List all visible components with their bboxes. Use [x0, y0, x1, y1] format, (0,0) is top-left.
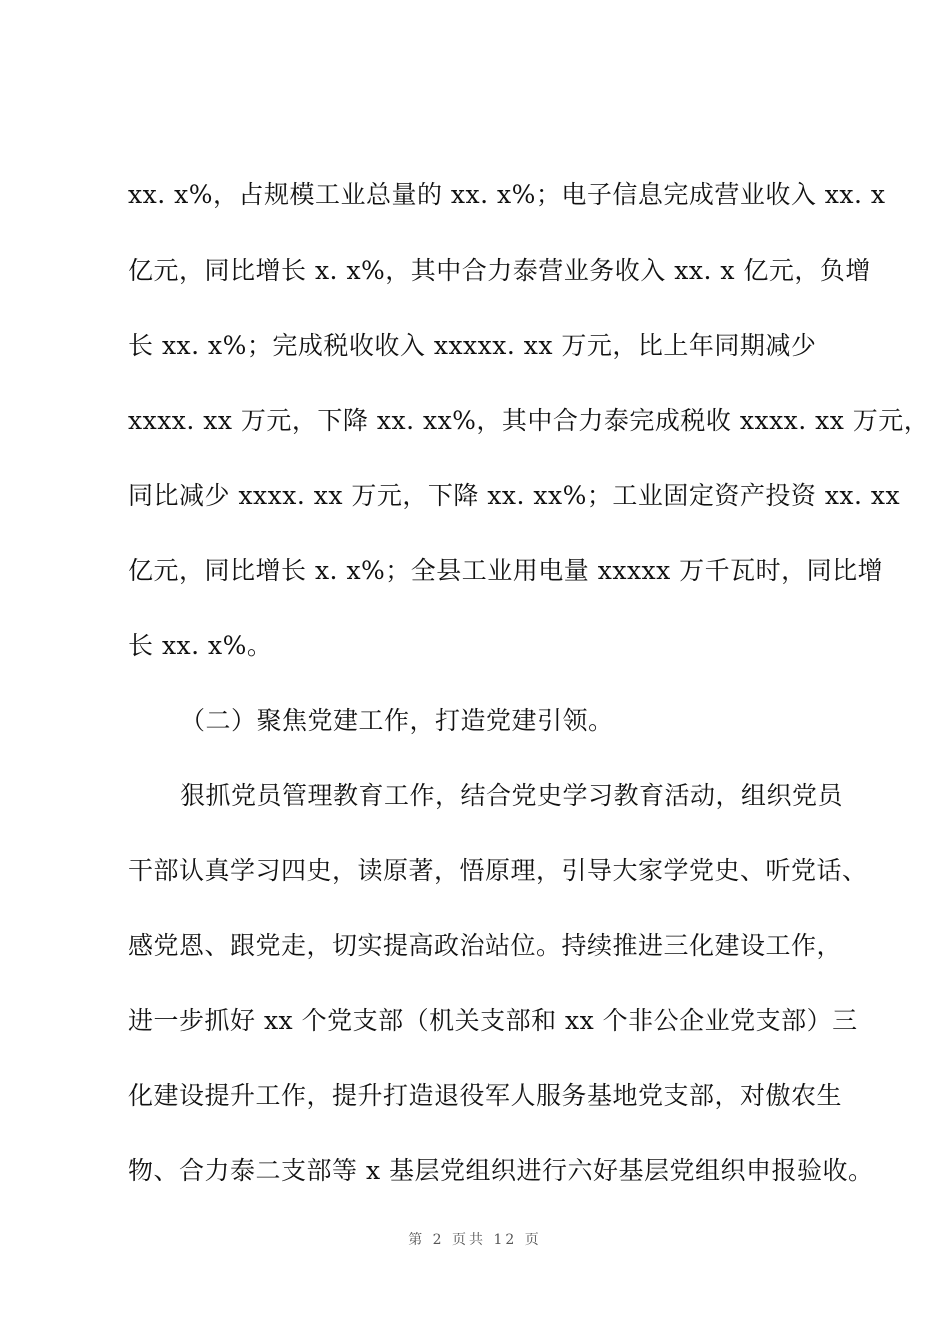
body-line: xxxx. xx 万元，下降 xx. xx%，其中合力泰完成税收 xxxx. xx 万元，	[128, 406, 930, 435]
page-number-footer: 第 2 页共 12 页	[408, 1232, 542, 1248]
body-line: 进一步抓好 xx 个党支部（机关支部和 xx 个非公企业党支部）三	[128, 1006, 858, 1035]
body-line: 感党恩、跟党走，切实提高政治站位。持续推进三化建设工作，	[128, 931, 843, 960]
paragraph-first-line: 狠抓党员管理教育工作，结合党史学习教育活动，组织党员	[180, 781, 844, 810]
body-line: 长 xx. x%；完成税收收入 xxxxx. xx 万元，比上年同期减少	[128, 331, 817, 360]
section-heading: （二）聚焦党建工作，打造党建引领。	[180, 706, 614, 735]
body-line: 化建设提升工作，提升打造退役军人服务基地党支部，对傲农生	[128, 1081, 843, 1110]
body-line: 亿元，同比增长 x. x%；全县工业用电量 xxxxx 万千瓦时，同比增	[128, 556, 884, 585]
body-line: 亿元，同比增长 x. x%，其中合力泰营业务收入 xx. x 亿元，负增	[128, 256, 871, 285]
body-line: 物、合力泰二支部等 x 基层党组织进行六好基层党组织申报验收。	[128, 1156, 874, 1185]
body-line: xx. x%，占规模工业总量的 xx. x%；电子信息完成营业收入 xx. x	[128, 180, 886, 209]
body-line: 同比减少 xxxx. xx 万元，下降 xx. xx%；工业固定资产投资 xx. xx	[128, 481, 901, 510]
body-line: 长 xx. x%。	[128, 631, 273, 660]
body-line: 干部认真学习四史，读原著，悟原理，引导大家学党史、听党话、	[128, 856, 868, 885]
